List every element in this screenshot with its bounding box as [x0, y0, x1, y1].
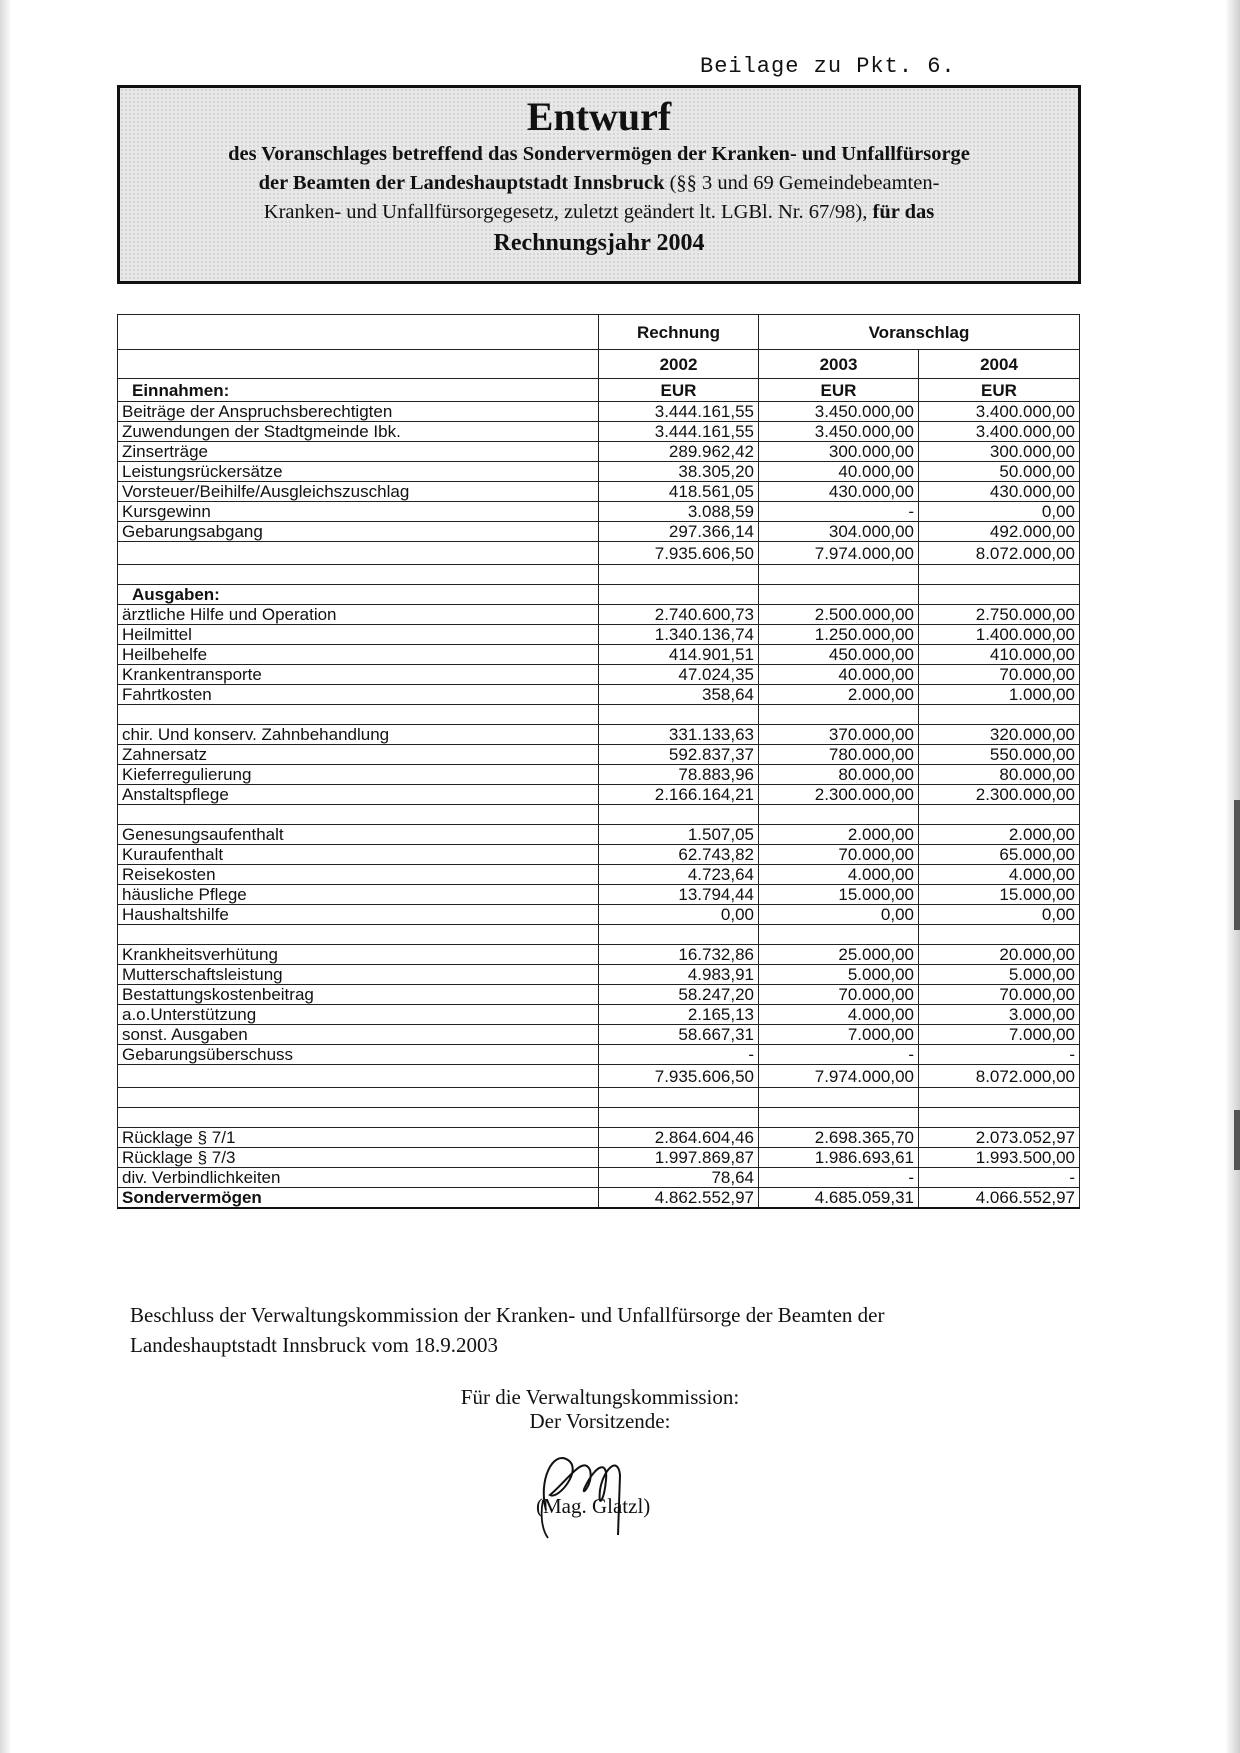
value-2002: - [599, 1045, 759, 1065]
value-2004: 80.000,00 [919, 765, 1080, 785]
empty-cell [759, 925, 919, 945]
table-row [118, 522, 1080, 542]
ausgaben-section [118, 585, 1080, 605]
value-2002: 331.133,63 [599, 725, 759, 745]
row-label: Zinserträge [118, 442, 599, 462]
value-2002: 1.340.136,74 [599, 625, 759, 645]
empty-cell [919, 1108, 1080, 1128]
handwritten-signature [528, 1440, 668, 1540]
value-2003: 5.000,00 [759, 965, 919, 985]
value-2002: 7.935.606,50 [599, 542, 759, 565]
empty-cell [759, 1088, 919, 1108]
empty-cell [118, 542, 599, 565]
value-2004: 3.400.000,00 [919, 422, 1080, 442]
row-label: häusliche Pflege [118, 885, 599, 905]
empty-cell [759, 1108, 919, 1128]
table-row [118, 765, 1080, 785]
value-2003: 450.000,00 [759, 645, 919, 665]
ausgaben-section-label: Ausgaben: [118, 585, 599, 605]
row-label: Gebarungsüberschuss [118, 1045, 599, 1065]
signatory-name: (Mag. Glatzl) [536, 1494, 651, 1518]
value-2004: 2.000,00 [919, 825, 1080, 845]
value-2004: 550.000,00 [919, 745, 1080, 765]
value-2002: 58.247,20 [599, 985, 759, 1005]
value-2002: 1.997.869,87 [599, 1148, 759, 1168]
empty-cell [118, 805, 599, 825]
value-2004: 492.000,00 [919, 522, 1080, 542]
value-2003: 0,00 [759, 905, 919, 925]
header-line-3-normal: Kranken- und Unfallfürsorgegesetz, zuletzt geändert lt. LGBl. Nr. 67/98), [263, 201, 873, 223]
table-row [118, 502, 1080, 522]
table-row [118, 665, 1080, 685]
ausgaben-total-row [118, 1065, 1080, 1088]
row-label: Zuwendungen der Stadtgmeinde Ibk. [118, 422, 599, 442]
value-2003: 2.000,00 [759, 685, 919, 705]
value-2004: 70.000,00 [919, 665, 1080, 685]
value-2002: 3.088,59 [599, 502, 759, 522]
value-2002: 2.864.604,46 [599, 1128, 759, 1148]
empty-cell [118, 705, 599, 725]
header-line-1-text: des Voranschlages betreffend das Sondervermögen der Kranken- und Unfallfürsorge [228, 143, 970, 165]
header-line-3-bold: für das [872, 201, 935, 223]
value-2002: 2.166.164,21 [599, 785, 759, 805]
page-note: Beilage zu Pkt. 6. [700, 54, 956, 79]
table-row [118, 1025, 1080, 1045]
value-2004: 50.000,00 [919, 462, 1080, 482]
value-2004: 2.300.000,00 [919, 785, 1080, 805]
empty-cell [919, 1088, 1080, 1108]
spacer-row [118, 1088, 1080, 1108]
row-label: Krankentransporte [118, 665, 599, 685]
value-2003: 15.000,00 [759, 885, 919, 905]
row-label: Beiträge der Anspruchsberechtigten [118, 402, 599, 422]
row-label: a.o.Unterstützung [118, 1005, 599, 1025]
value-2002: 358,64 [599, 685, 759, 705]
table-row [118, 442, 1080, 462]
value-2003: 7.974.000,00 [759, 1065, 919, 1088]
header-empty-cell [118, 315, 599, 350]
spacer-row [118, 565, 1080, 585]
table-row [118, 645, 1080, 665]
header-line-2-bold: der Beamten der Landeshauptstadt Innsbruck [258, 172, 665, 194]
signature-block [400, 1385, 800, 1433]
header-box [117, 85, 1081, 284]
value-2004: 2.750.000,00 [919, 605, 1080, 625]
value-2003: 25.000,00 [759, 945, 919, 965]
table-row [118, 885, 1080, 905]
value-2002: 58.667,31 [599, 1025, 759, 1045]
value-2002: 47.024,35 [599, 665, 759, 685]
empty-cell [118, 925, 599, 945]
resolution-text: Beschluss der Verwaltungskommission der Kranken- und Unfallfürsorge der Beamten der Landeshauptstadt Innsbruck vom 18.9.2003 [130, 1303, 885, 1357]
value-2004: 70.000,00 [919, 985, 1080, 1005]
empty-cell [759, 585, 919, 605]
value-2004: 7.000,00 [919, 1025, 1080, 1045]
table-row [118, 945, 1080, 965]
table-row [118, 1148, 1080, 1168]
row-label: ärztliche Hilfe und Operation [118, 605, 599, 625]
currency-header-row [118, 379, 1080, 402]
value-2004: 1.993.500,00 [919, 1148, 1080, 1168]
value-2003: 2.300.000,00 [759, 785, 919, 805]
table-row [118, 482, 1080, 502]
voranschlag-header: Voranschlag [759, 315, 1080, 350]
table-row [118, 985, 1080, 1005]
empty-cell [118, 1108, 599, 1128]
table-row [118, 845, 1080, 865]
einnahmen-total-row [118, 542, 1080, 565]
table-row [118, 1045, 1080, 1065]
value-2003: 370.000,00 [759, 725, 919, 745]
rechnung-header: Rechnung [599, 315, 759, 350]
empty-cell [599, 565, 759, 585]
value-2002: 1.507,05 [599, 825, 759, 845]
table-row [118, 905, 1080, 925]
table-row [118, 1168, 1080, 1188]
currency-2002: EUR [599, 379, 759, 402]
empty-cell [599, 805, 759, 825]
value-2004: 3.400.000,00 [919, 402, 1080, 422]
table-row [118, 965, 1080, 985]
value-2003: - [759, 1168, 919, 1188]
value-2002: 3.444.161,55 [599, 422, 759, 442]
value-2003: 780.000,00 [759, 745, 919, 765]
header-line-2 [120, 169, 1078, 198]
scan-artifact [1234, 800, 1240, 930]
value-2003: 3.450.000,00 [759, 402, 919, 422]
header-line-3 [120, 198, 1078, 227]
value-2004: 15.000,00 [919, 885, 1080, 905]
spacer-row [118, 925, 1080, 945]
value-2002: 4.862.552,97 [599, 1188, 759, 1209]
empty-cell [118, 1065, 599, 1088]
value-2004: 5.000,00 [919, 965, 1080, 985]
table-row [118, 625, 1080, 645]
value-2003: 7.000,00 [759, 1025, 919, 1045]
table-row [118, 605, 1080, 625]
value-2003: 2.500.000,00 [759, 605, 919, 625]
value-2002: 4.723,64 [599, 865, 759, 885]
value-2003: 300.000,00 [759, 442, 919, 462]
value-2004: 300.000,00 [919, 442, 1080, 462]
value-2003: 80.000,00 [759, 765, 919, 785]
value-2002: 418.561,05 [599, 482, 759, 502]
row-label: Fahrtkosten [118, 685, 599, 705]
chair-label: Der Vorsitzende: [529, 1409, 671, 1433]
value-2004: 1.000,00 [919, 685, 1080, 705]
value-2002: 2.740.600,73 [599, 605, 759, 625]
value-2004: 410.000,00 [919, 645, 1080, 665]
value-2004: 4.000,00 [919, 865, 1080, 885]
value-2003: 430.000,00 [759, 482, 919, 502]
value-2003: 4.685.059,31 [759, 1188, 919, 1209]
value-2004: 65.000,00 [919, 845, 1080, 865]
header-line-2-normal: (§§ 3 und 69 Gemeindebeamten- [664, 172, 940, 194]
value-2003: 304.000,00 [759, 522, 919, 542]
empty-cell [759, 805, 919, 825]
row-label: Vorsteuer/Beihilfe/Ausgleichszuschlag [118, 482, 599, 502]
year-2003-header: 2003 [759, 350, 919, 379]
value-2004: 8.072.000,00 [919, 542, 1080, 565]
year-2002-header: 2002 [599, 350, 759, 379]
document-title: Entwurf [526, 94, 672, 139]
year-header-row [118, 350, 1080, 379]
value-2003: 1.986.693,61 [759, 1148, 919, 1168]
row-label: Bestattungskostenbeitrag [118, 985, 599, 1005]
value-2003: 4.000,00 [759, 865, 919, 885]
value-2004: - [919, 1168, 1080, 1188]
row-label: Kursgewinn [118, 502, 599, 522]
value-2004: 3.000,00 [919, 1005, 1080, 1025]
row-label: Kuraufenthalt [118, 845, 599, 865]
empty-cell [599, 1108, 759, 1128]
spacer-row [118, 805, 1080, 825]
einnahmen-section-label: Einnahmen: [118, 379, 599, 402]
table-row [118, 745, 1080, 765]
header-empty-cell [118, 350, 599, 379]
fiscal-year-heading: Rechnungsjahr 2004 [493, 230, 705, 256]
scan-artifact [1234, 1110, 1240, 1170]
currency-2003: EUR [759, 379, 919, 402]
value-2002: 78.883,96 [599, 765, 759, 785]
value-2002: 0,00 [599, 905, 759, 925]
header-line-1 [120, 140, 1078, 169]
currency-2004: EUR [919, 379, 1080, 402]
value-2002: 297.366,14 [599, 522, 759, 542]
value-2003: 2.698.365,70 [759, 1128, 919, 1148]
value-2004: 2.073.052,97 [919, 1128, 1080, 1148]
row-label: Anstaltspflege [118, 785, 599, 805]
value-2004: 0,00 [919, 502, 1080, 522]
value-2003: - [759, 1045, 919, 1065]
value-2004: 0,00 [919, 905, 1080, 925]
empty-cell [759, 565, 919, 585]
budget-table [117, 314, 1080, 1209]
value-2003: 7.974.000,00 [759, 542, 919, 565]
row-label: Rücklage § 7/3 [118, 1148, 599, 1168]
table-row [118, 825, 1080, 845]
spacer-row [118, 705, 1080, 725]
value-2002: 38.305,20 [599, 462, 759, 482]
row-label: Heilmittel [118, 625, 599, 645]
year-2004-header: 2004 [919, 350, 1080, 379]
empty-cell [118, 1088, 599, 1108]
value-2002: 13.794,44 [599, 885, 759, 905]
value-2004: 4.066.552,97 [919, 1188, 1080, 1209]
empty-cell [919, 585, 1080, 605]
value-2004: 8.072.000,00 [919, 1065, 1080, 1088]
table-row [118, 462, 1080, 482]
value-2004: 20.000,00 [919, 945, 1080, 965]
row-label: Gebarungsabgang [118, 522, 599, 542]
value-2004: - [919, 1045, 1080, 1065]
row-label: Mutterschaftsleistung [118, 965, 599, 985]
value-2002: 4.983,91 [599, 965, 759, 985]
table-row [118, 422, 1080, 442]
row-label: Genesungsaufenthalt [118, 825, 599, 845]
value-2003: 3.450.000,00 [759, 422, 919, 442]
budget-table-body [118, 315, 1080, 1209]
table-row [118, 785, 1080, 805]
table-row [118, 402, 1080, 422]
value-2002: 3.444.161,55 [599, 402, 759, 422]
value-2002: 592.837,37 [599, 745, 759, 765]
scan-edge-left [0, 0, 10, 1753]
value-2002: 16.732,86 [599, 945, 759, 965]
value-2002: 2.165,13 [599, 1005, 759, 1025]
value-2002: 289.962,42 [599, 442, 759, 462]
empty-cell [599, 925, 759, 945]
value-2002: 78,64 [599, 1168, 759, 1188]
empty-cell [118, 565, 599, 585]
row-label: sonst. Ausgaben [118, 1025, 599, 1045]
empty-cell [759, 705, 919, 725]
value-2004: 430.000,00 [919, 482, 1080, 502]
value-2003: 1.250.000,00 [759, 625, 919, 645]
row-label: Leistungsrückersätze [118, 462, 599, 482]
value-2003: - [759, 502, 919, 522]
value-2003: 4.000,00 [759, 1005, 919, 1025]
row-label: Reisekosten [118, 865, 599, 885]
row-label: Zahnersatz [118, 745, 599, 765]
empty-cell [919, 705, 1080, 725]
row-label: chir. Und konserv. Zahnbehandlung [118, 725, 599, 745]
table-row [118, 1005, 1080, 1025]
empty-cell [919, 805, 1080, 825]
value-2004: 320.000,00 [919, 725, 1080, 745]
table-row [118, 685, 1080, 705]
row-label: Rücklage § 7/1 [118, 1128, 599, 1148]
row-label: Haushaltshilfe [118, 905, 599, 925]
value-2002: 7.935.606,50 [599, 1065, 759, 1088]
table-header-row [118, 315, 1080, 350]
row-label: Sondervermögen [118, 1188, 599, 1209]
value-2004: 1.400.000,00 [919, 625, 1080, 645]
value-2003: 40.000,00 [759, 665, 919, 685]
empty-cell [919, 925, 1080, 945]
table-row [118, 1128, 1080, 1148]
value-2002: 414.901,51 [599, 645, 759, 665]
empty-cell [599, 705, 759, 725]
empty-cell [599, 1088, 759, 1108]
empty-cell [919, 565, 1080, 585]
row-label: Heilbehelfe [118, 645, 599, 665]
value-2003: 70.000,00 [759, 845, 919, 865]
sondervermoegen-row [118, 1188, 1080, 1209]
row-label: Kieferregulierung [118, 765, 599, 785]
value-2002: 62.743,82 [599, 845, 759, 865]
empty-cell [599, 585, 759, 605]
value-2003: 70.000,00 [759, 985, 919, 1005]
value-2003: 40.000,00 [759, 462, 919, 482]
table-row [118, 725, 1080, 745]
for-commission-label: Für die Verwaltungskommission: [460, 1385, 740, 1409]
row-label: Krankheitsverhütung [118, 945, 599, 965]
row-label: div. Verbindlichkeiten [118, 1168, 599, 1188]
spacer-row [118, 1108, 1080, 1128]
value-2003: 2.000,00 [759, 825, 919, 845]
table-row [118, 865, 1080, 885]
